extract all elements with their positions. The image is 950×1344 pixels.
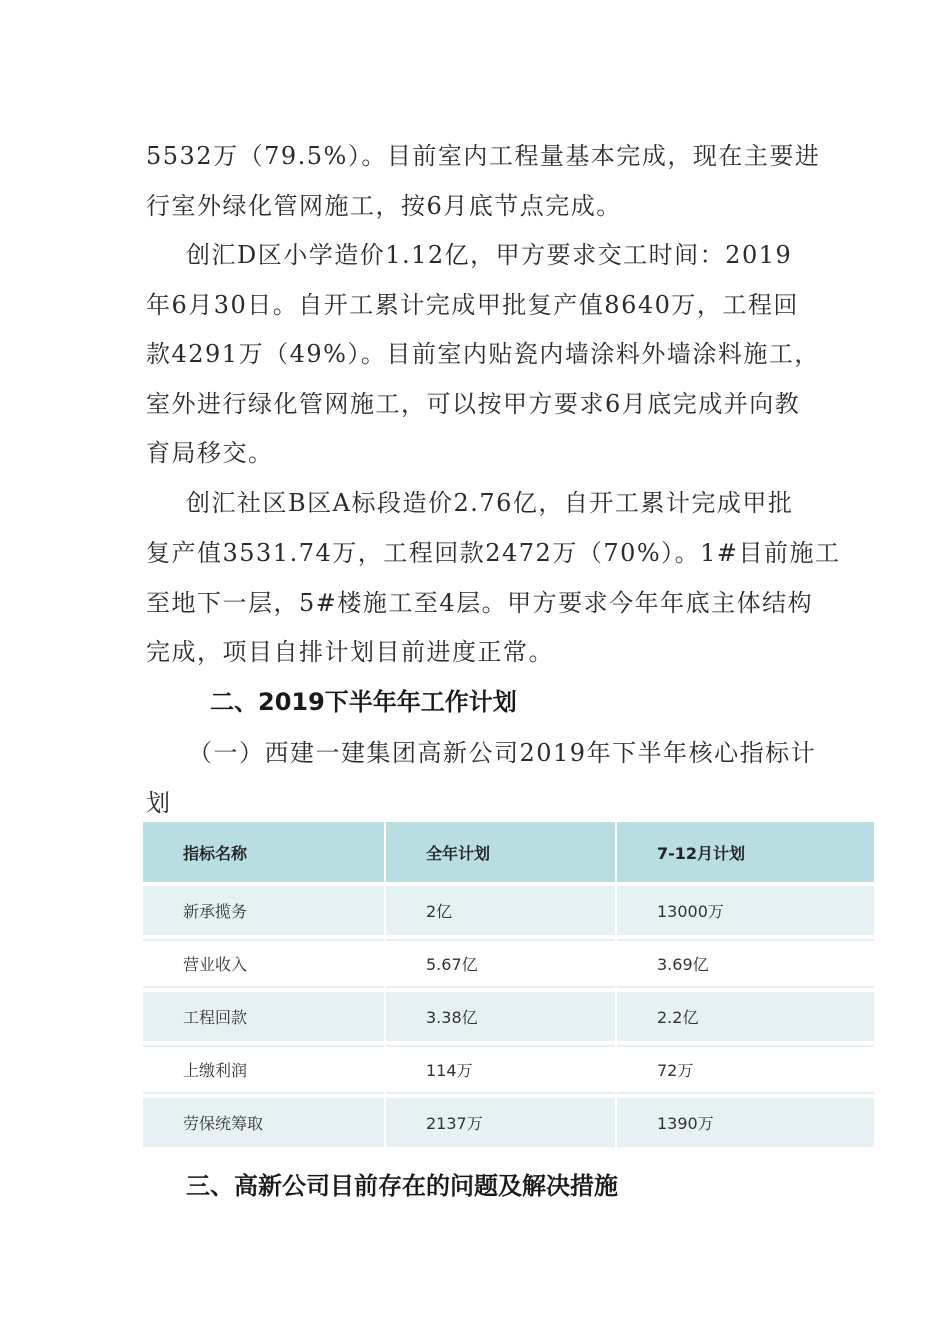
table-row — [143, 886, 874, 935]
table-cell: 5.67亿 — [386, 939, 615, 988]
paragraph-line: 完成，项目自排计划目前进度正常。 — [146, 638, 554, 666]
table-cell: 营业收入 — [143, 939, 384, 988]
column-header: 指标名称 — [143, 822, 384, 882]
table-header-row — [143, 822, 874, 882]
column-header: 7-12月计划 — [617, 822, 874, 882]
table-row — [143, 1045, 874, 1094]
paragraph-line: 室外进行绿化管网施工，可以按甲方要求6月底完成并向教 — [146, 390, 801, 418]
table-cell: 2.2亿 — [617, 992, 874, 1041]
paragraph-line: 款4291万（49%）。目前室内贴瓷内墙涂料外墙涂料施工， — [146, 340, 820, 368]
paragraph-line: 创汇D区小学造价1.12亿，甲方要求交工时间：2019 — [186, 241, 793, 269]
paragraph-line: 行室外绿化管网施工，按6月底节点完成。 — [146, 192, 622, 220]
table-cell: 工程回款 — [143, 992, 384, 1041]
table-cell: 上缴利润 — [143, 1045, 384, 1094]
table-cell: 新承揽务 — [143, 886, 384, 935]
table-cell: 1390万 — [617, 1098, 874, 1147]
table-cell: 114万 — [386, 1045, 615, 1094]
paragraph-line: 创汇社区B区A标段造价2.76亿，自开工累计完成甲批 — [186, 489, 794, 517]
table-cell: 3.38亿 — [386, 992, 615, 1041]
paragraph-line: 复产值3531.74万，工程回款2472万（70%）。1#目前施工 — [146, 539, 841, 567]
indicator-table — [143, 822, 874, 1147]
paragraph-line: 育局移交。 — [146, 439, 274, 467]
subsection-title: （一）西建一建集团高新公司2019年下半年核心指标计 — [188, 739, 817, 767]
table-cell: 72万 — [617, 1045, 874, 1094]
table-row — [143, 1098, 874, 1147]
paragraph-line: 年6月30日。自开工累计完成甲批复产值8640万，工程回 — [146, 291, 799, 319]
table-cell: 13000万 — [617, 886, 874, 935]
table-cell: 2亿 — [386, 886, 615, 935]
paragraph-line: 5532万（79.5%）。目前室内工程量基本完成，现在主要进 — [146, 142, 821, 170]
table-cell: 劳保统筹取 — [143, 1098, 384, 1147]
subsection-title-cont: 划 — [146, 789, 172, 817]
section-heading: 二、2019下半年年工作计划 — [210, 688, 517, 716]
section-heading: 三、高新公司目前存在的问题及解决措施 — [186, 1172, 618, 1200]
table-cell: 2137万 — [386, 1098, 615, 1147]
table-cell: 3.69亿 — [617, 939, 874, 988]
paragraph-line: 至地下一层，5#楼施工至4层。甲方要求今年年底主体结构 — [146, 589, 814, 617]
table-row — [143, 939, 874, 988]
table-row — [143, 992, 874, 1041]
column-header: 全年计划 — [386, 822, 615, 882]
